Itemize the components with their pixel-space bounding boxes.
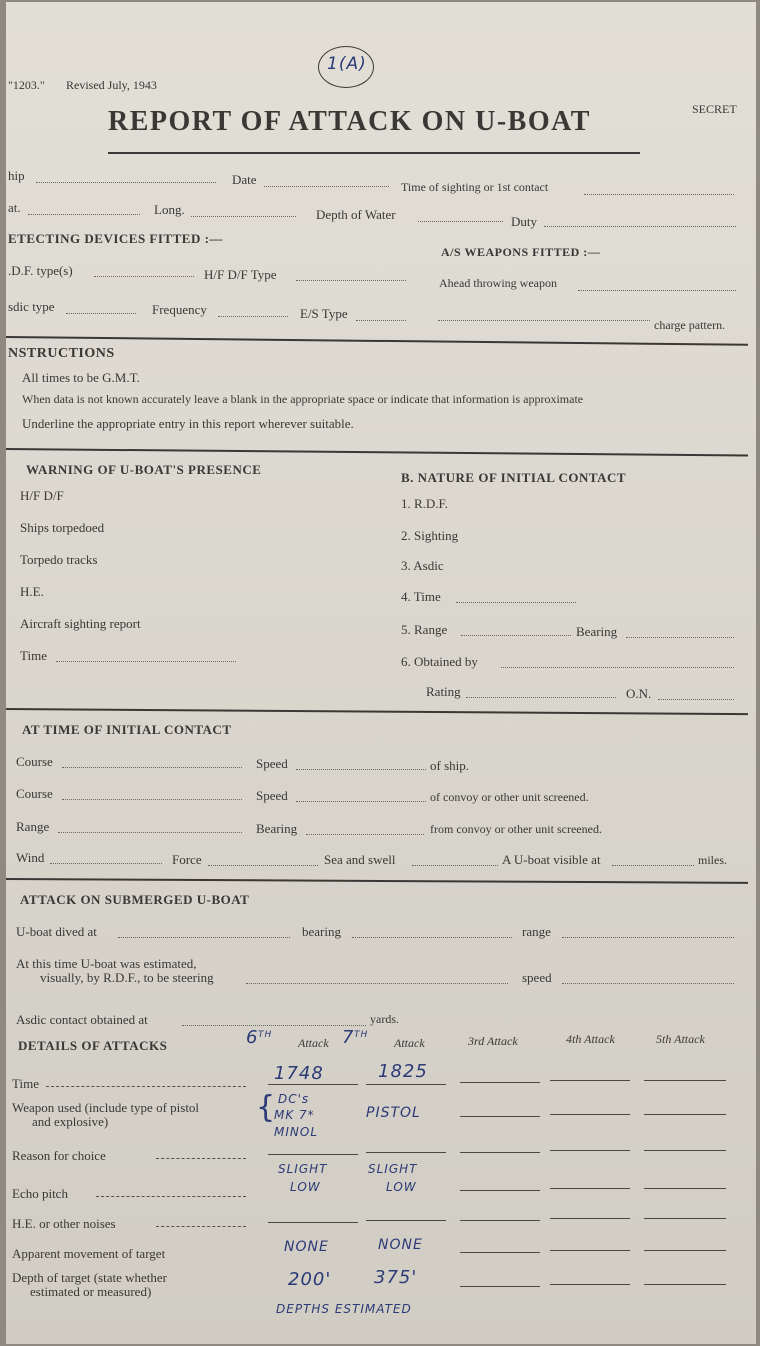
warning-heading: WARNING OF U-BOAT'S PRESENCE (26, 462, 262, 477)
convoy-course-field[interactable] (62, 799, 242, 800)
cell-line[interactable] (460, 1220, 540, 1221)
row-he-label: H.E. or other noises (12, 1216, 116, 1231)
section-divider (6, 708, 748, 715)
devices-heading: ETECTING DEVICES FITTED :— (8, 231, 223, 246)
col4-label: 4th Attack (566, 1032, 615, 1046)
cell-line[interactable] (644, 1114, 726, 1115)
weapons-heading: A/S WEAPONS FITTED :— (441, 245, 601, 259)
hw-echo-1b: LOW (290, 1180, 321, 1194)
dived-range-field[interactable] (562, 937, 734, 938)
cell-line[interactable] (550, 1284, 630, 1285)
hw-brace: { (256, 1090, 277, 1125)
contact-bearing-label: Bearing (576, 624, 618, 639)
contact-item: 4. Time (401, 589, 441, 604)
contact-item: 1. R.D.F. (401, 496, 448, 511)
contact-time-field[interactable] (456, 602, 576, 603)
cell-line[interactable] (550, 1188, 630, 1189)
hw-weapon-c: MINOL (274, 1125, 318, 1139)
row-weapon-label: Weapon used (include type of pistol (12, 1100, 200, 1115)
cell-line[interactable] (460, 1152, 540, 1153)
asdic-type-label: sdic type (8, 299, 55, 314)
cell-line[interactable] (644, 1188, 726, 1189)
row-echo-label: Echo pitch (12, 1186, 68, 1201)
bearing-field[interactable] (306, 834, 424, 835)
force-field[interactable] (208, 865, 318, 866)
instructions-heading: NSTRUCTIONS (8, 346, 115, 361)
row-reason-label: Reason for choice (12, 1148, 106, 1163)
convoy-speed-field[interactable] (296, 801, 426, 802)
hw-depth-1: 200' (288, 1269, 332, 1290)
cell-line[interactable] (460, 1190, 540, 1191)
dived-bearing-field[interactable] (352, 937, 512, 938)
visible-at-label: A U-boat visible at (502, 852, 601, 867)
hw-movement-2: NONE (378, 1237, 423, 1253)
contact-item: 3. Asdic (401, 558, 444, 573)
dived-at-field[interactable] (118, 937, 290, 938)
col1-hw-suffix: TH (258, 1030, 273, 1040)
hw-time-1: 1748 (274, 1063, 324, 1084)
row-depth-label-2: estimated or measured) (30, 1284, 152, 1299)
cell-line[interactable] (460, 1252, 540, 1253)
estimated-line2: visually, by R.D.F., to be steering (40, 970, 214, 985)
warning-item: H/F D/F (20, 488, 64, 503)
section-divider (6, 878, 748, 884)
hw-depth-2: 375' (374, 1267, 418, 1288)
charge-pattern-field[interactable] (438, 320, 650, 321)
col1-attack-label: Attack (298, 1036, 329, 1050)
hw-echo-2b: LOW (386, 1180, 417, 1194)
row-leader (156, 1158, 246, 1159)
cell-line[interactable] (644, 1150, 726, 1151)
course-label: Course (16, 754, 53, 769)
contact-bearing-field[interactable] (626, 637, 734, 638)
sea-swell-label: Sea and swell (324, 852, 396, 867)
lat-field[interactable] (28, 214, 140, 215)
time-initial-heading: AT TIME OF INITIAL CONTACT (22, 722, 232, 737)
warning-item: Time (20, 648, 47, 663)
on-field[interactable] (658, 699, 734, 700)
dived-range-label: range (522, 924, 551, 939)
ship-label: hip (8, 168, 25, 183)
cell-line[interactable] (550, 1218, 630, 1219)
ahead-throwing-label: Ahead throwing weapon (439, 276, 557, 290)
miles-label: miles. (698, 853, 727, 867)
cell-line[interactable] (366, 1084, 446, 1085)
rdf-type-label: .D.F. type(s) (8, 263, 73, 278)
sea-swell-field[interactable] (412, 865, 498, 866)
circled-note: 1(A) (327, 54, 367, 74)
cell-line[interactable] (268, 1084, 358, 1085)
force-label: Force (172, 852, 202, 867)
estimated-speed-label: speed (522, 970, 552, 985)
cell-line[interactable] (644, 1218, 726, 1219)
row-leader (96, 1196, 246, 1197)
initial-contact-heading: B. NATURE OF INITIAL CONTACT (401, 470, 627, 485)
secret-label: SECRET (692, 102, 737, 116)
contact-item: 2. Sighting (401, 528, 459, 543)
col2-hw-number: 7 (342, 1027, 355, 1048)
cell-line[interactable] (550, 1150, 630, 1151)
estimated-line1: At this time U-boat was estimated, (16, 956, 197, 971)
submerged-heading: ATTACK ON SUBMERGED U-BOAT (20, 892, 250, 907)
cell-line[interactable] (550, 1250, 630, 1251)
hw-weapon-b: MK 7* (274, 1108, 315, 1122)
section-divider (6, 448, 748, 456)
contact-item: 6. Obtained by (401, 654, 478, 669)
title-underline (108, 152, 640, 154)
hf-df-type-field[interactable] (296, 280, 406, 281)
visible-at-field[interactable] (612, 865, 694, 866)
on-label: O.N. (626, 686, 652, 701)
cell-line[interactable] (366, 1220, 446, 1221)
wind-field[interactable] (50, 863, 162, 864)
rating-label: Rating (426, 684, 461, 699)
ship-field[interactable] (36, 182, 216, 183)
rdf-type-field[interactable] (94, 276, 194, 277)
cell-line[interactable] (268, 1222, 358, 1223)
wind-label: Wind (16, 850, 45, 865)
cell-line[interactable] (550, 1114, 630, 1115)
frequency-field[interactable] (218, 316, 288, 317)
long-label: Long. (154, 202, 185, 217)
cell-line[interactable] (550, 1080, 630, 1081)
contact-range-field[interactable] (461, 635, 571, 636)
hw-echo-2a: SLIGHT (368, 1162, 418, 1176)
cell-line[interactable] (460, 1116, 540, 1117)
cell-line[interactable] (460, 1082, 540, 1083)
date-label: Date (232, 172, 257, 187)
charge-pattern-label: charge pattern. (654, 318, 726, 332)
long-field[interactable] (191, 216, 296, 217)
course-field[interactable] (62, 767, 242, 768)
duty-label: Duty (511, 214, 537, 229)
yards-label: yards. (370, 1012, 399, 1026)
steering-field[interactable] (246, 983, 508, 984)
warning-time-field[interactable] (56, 661, 236, 662)
range-label: Range (16, 819, 50, 834)
row-time-label: Time (12, 1076, 39, 1091)
instruction-2: When data is not known accurately leave a blank in the appropriate space or indicate that information is approximate (22, 392, 584, 406)
report-form (6, 2, 756, 1344)
col2-attack-label: Attack (394, 1036, 425, 1050)
frequency-label: Frequency (152, 302, 207, 317)
row-weapon-label-2: and explosive) (32, 1114, 109, 1129)
of-convoy-label: of convoy or other unit screened. (430, 790, 589, 804)
course-label: Course (16, 786, 53, 801)
cell-line[interactable] (644, 1284, 726, 1285)
hw-pistol: PISTOL (366, 1105, 421, 1121)
row-leader (156, 1226, 246, 1227)
col3-label: 3rd Attack (468, 1034, 518, 1048)
hw-depth-note: DEPTHS ESTIMATED (276, 1302, 412, 1316)
es-type-label: E/S Type (300, 306, 348, 321)
instruction-3: Underline the appropriate entry in this report wherever suitable. (22, 416, 354, 431)
of-ship-label: of ship. (430, 758, 469, 773)
lat-label: at. (8, 200, 21, 215)
hw-echo-1a: SLIGHT (278, 1162, 328, 1176)
hf-df-type-label: H/F D/F Type (204, 267, 277, 282)
warning-item: H.E. (20, 584, 44, 599)
hw-weapon-a: DC's (278, 1092, 310, 1106)
col2-hw-suffix: TH (354, 1030, 369, 1040)
rating-field[interactable] (466, 697, 616, 698)
range-field[interactable] (58, 832, 242, 833)
cell-line[interactable] (366, 1152, 446, 1153)
cell-line[interactable] (460, 1286, 540, 1287)
warning-item: Ships torpedoed (20, 520, 105, 535)
page-title: REPORT OF ATTACK ON U-BOAT (108, 106, 591, 137)
col5-label: 5th Attack (656, 1032, 705, 1046)
asdic-type-field[interactable] (66, 313, 136, 314)
warning-item: Torpedo tracks (20, 552, 98, 567)
cell-line[interactable] (644, 1080, 726, 1081)
from-convoy-label: from convoy or other unit screened. (430, 822, 602, 836)
ahead-throwing-field[interactable] (578, 290, 736, 291)
es-type-field[interactable] (356, 320, 406, 321)
date-field[interactable] (264, 186, 389, 187)
dived-bearing-label: bearing (302, 924, 341, 939)
contact-item: 5. Range (401, 622, 448, 637)
duty-field[interactable] (544, 226, 736, 227)
row-movement-label: Apparent movement of target (12, 1246, 166, 1261)
col1-hw-number: 6 (246, 1027, 259, 1048)
speed-field[interactable] (296, 769, 426, 770)
row-leader (46, 1086, 246, 1087)
instruction-1: All times to be G.M.T. (22, 370, 140, 385)
asdic-obtained-label: Asdic contact obtained at (16, 1012, 148, 1027)
section-divider (6, 336, 748, 346)
cell-line[interactable] (644, 1250, 726, 1251)
warning-item: Aircraft sighting report (20, 616, 141, 631)
form-number: "1203." (8, 78, 45, 92)
depth-water-label: Depth of Water (316, 207, 396, 222)
time-sighting-label: Time of sighting or 1st contact (401, 180, 549, 194)
bearing-label: Bearing (256, 821, 298, 836)
row-depth-label: Depth of target (state whether (12, 1270, 167, 1285)
asdic-obtained-field[interactable] (182, 1025, 366, 1026)
revised-date: Revised July, 1943 (66, 78, 157, 92)
obtained-by-field[interactable] (501, 667, 734, 668)
speed-label: Speed (256, 788, 288, 803)
estimated-speed-field[interactable] (562, 983, 734, 984)
speed-label: Speed (256, 756, 288, 771)
time-sighting-field[interactable] (584, 194, 734, 195)
hw-movement-1: NONE (284, 1239, 329, 1255)
dived-at-label: U-boat dived at (16, 924, 97, 939)
attacks-heading: DETAILS OF ATTACKS (18, 1038, 168, 1053)
depth-water-field[interactable] (418, 221, 503, 222)
cell-line[interactable] (268, 1154, 358, 1155)
hw-time-2: 1825 (378, 1061, 428, 1082)
